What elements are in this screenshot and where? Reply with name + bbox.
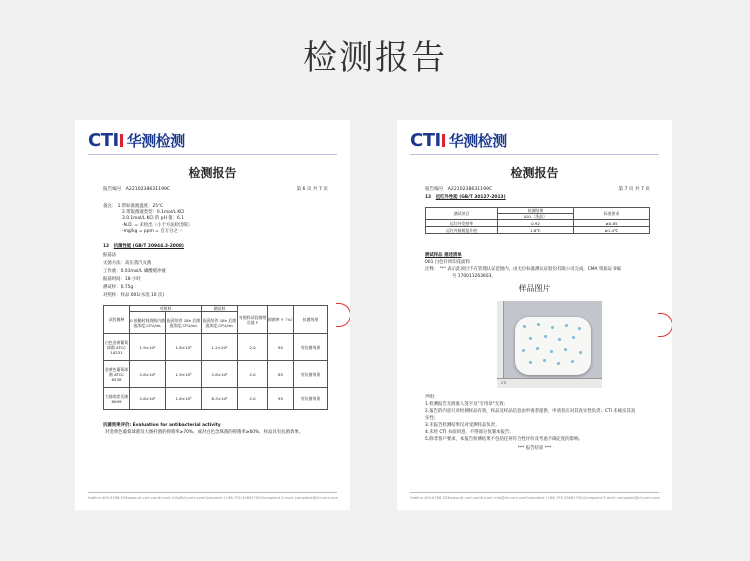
section-heading: 13 远红外性能 (GB/T 30127-2013) xyxy=(425,195,506,200)
table-header: 振荡培养 18h 后菌液浓度,CFU/mL xyxy=(166,312,202,334)
statement-line: 5.除非客户要求，本报告检测结果不包括任何符合性评价及考虑不确定度的影响。 xyxy=(425,437,583,442)
footer-divider xyxy=(88,492,337,493)
page-heading: 检测报告 xyxy=(303,38,447,78)
ruler-horizontal: CTI xyxy=(497,378,602,388)
footer-divider xyxy=(410,492,659,493)
report-footer: Hotline 400-6788-333 www.cti-cert.com E-mail: info@cti-cert.com Complaint (+86-755-33681700) Complaint E-mail: complaint@cti-cert.com xyxy=(410,496,660,500)
report-footer: Hotline 400-6788-333 www.cti-cert.com E-mail: info@cti-cert.com Complaint (+86-755-33681700) Complaint E-mail: complaint@cti-cert.com xyxy=(88,496,338,500)
remark-line: -mg/kg = ppm = 百万分之一 xyxy=(122,229,183,234)
report-title: 检测报告 xyxy=(188,166,237,180)
method-line: 振荡法 xyxy=(103,253,117,258)
report-title: 检测报告 xyxy=(510,166,559,180)
evaluation-text: 对金黄色葡萄球菌及大肠杆菌的抑菌率≥70%，或对白色念珠菌的抑菌率≥60%，样品具有抗菌效果。 xyxy=(105,430,304,435)
sample-pillow xyxy=(515,317,591,375)
photo-caption: 样品图片 xyxy=(518,284,551,293)
statement-line: 4.未经 CTI 书面同意，不得部分复制本报告； xyxy=(425,430,514,435)
sample-list-title: 测试样品 描述清单 xyxy=(425,253,462,258)
cti-logo: CTI 华测检测 xyxy=(88,130,185,151)
statement-line: 3.未报告检测结果仅对受测样品负责； xyxy=(425,423,500,428)
table-row: 远红外辐射温升值 1.8℃ ≥1.4℃ xyxy=(426,227,650,234)
table-header: 标准要求 xyxy=(574,208,650,220)
remark-line: 备注： 1.带标准液温度：25℃ xyxy=(103,204,164,209)
table-header: 0 接触时间烧瓶内菌液浓度,CFU/mL xyxy=(130,312,166,334)
antibacterial-table xyxy=(103,305,328,410)
remark-line: 3.0.1mol/L KCl 的 pH 值：6.1 xyxy=(122,216,185,221)
sample-photo xyxy=(497,301,602,388)
evaluation-title: 抗菌效果评价: Evaluation for antibacterial activity xyxy=(103,423,221,428)
table-header: 对照样试验菌增长值 F xyxy=(238,306,268,334)
table-header: 抑菌率 Y（%） xyxy=(268,306,294,334)
table-row: 白色金黄葡萄球菌 ATCC 10231 1.9×10⁴ 1.8×10⁶ 1.2×10⁴ 2.0 95 有抗菌效果 xyxy=(104,334,328,361)
page-info: 第 7 页 共 7 页 xyxy=(618,187,650,192)
header-divider xyxy=(410,154,659,155)
report-meta xyxy=(103,186,328,192)
report-page-right xyxy=(397,120,672,510)
statement-title: 声明： xyxy=(425,395,439,400)
remark-line: 2.带取菌液类型：0.1mol/L KCl xyxy=(122,210,185,215)
report-no: A2210238631199C xyxy=(447,187,493,192)
remark-line: -N.D. = 未检出（小于方法检出限） xyxy=(122,223,193,228)
note-line: 号 170011263603。 xyxy=(452,274,496,279)
report-end: *** 报告结束 *** xyxy=(517,446,552,451)
method-line: 对照样：样品 001(水洗 10 次) xyxy=(103,293,165,298)
statement-line: 1.检测报告无批准人签字及"专用章"无效； xyxy=(425,402,508,407)
report-meta xyxy=(425,186,650,192)
sample-line: 001 白色针织印花面料 xyxy=(425,260,470,265)
report-no-label: 报告编号 xyxy=(103,187,122,192)
statement-line: 实性； xyxy=(425,416,439,421)
method-line: 测试样：0.75g xyxy=(103,285,134,290)
table-header: 检测结果 xyxy=(498,208,574,214)
method-line: 工作液：0.03mol/L 磷酸缓冲液 xyxy=(103,269,166,274)
cti-logo: CTI 华测检测 xyxy=(410,130,507,151)
method-line: 灭菌方法：高压蒸汽灭菌 xyxy=(103,261,152,266)
table-group-header: 对照样 xyxy=(130,306,202,312)
seal-stamp-icon xyxy=(336,303,350,327)
table-header: 抗菌效果 xyxy=(294,306,328,334)
far-infrared-table xyxy=(425,207,650,234)
table-group-header: 测试样 xyxy=(202,306,238,312)
table-row: 金黄色葡萄球菌 ATCC 6538 2.8×10⁴ 1.9×10⁶ 2.8×10⁴ 2.0 85 有抗菌效果 xyxy=(104,361,328,388)
section-heading: 12 抗菌性能 (GB/T 20944.3-2008) xyxy=(103,244,184,249)
header-divider xyxy=(88,154,337,155)
method-line: 振荡时间：18 小时 xyxy=(103,277,141,282)
report-page-left xyxy=(75,120,350,510)
statement-line: 2.报告的内容只对检测样品有效，样品及样品信息由申请者提供，申请者应对其真实性负责；CTI 未核实其真 xyxy=(425,409,636,414)
report-no-label: 报告编号 xyxy=(425,187,444,192)
ruler-vertical xyxy=(497,301,504,379)
table-row: 大肠埃希氏菌 8099 2.6×10⁴ 1.6×10⁶ 8.3×10⁴ 2.0 95 有抗菌效果 xyxy=(104,388,328,410)
table-row: 远红外发射率 0.92 ≥0.85 xyxy=(426,220,650,227)
page-info: 第 6 页 共 7 页 xyxy=(296,187,328,192)
report-no: A2210238631199C xyxy=(125,187,171,192)
table-header: 试验菌种 xyxy=(104,306,130,334)
table-header: 振荡培养 18h 后菌液浓度,CFU/mL xyxy=(202,312,238,334)
seal-stamp-icon xyxy=(658,313,672,337)
note-line: 注释： "*" 表示此项目不在管理认证范围内，由无位标准测认证股份有限公司完成，CMA 资质证书编 xyxy=(425,267,621,272)
table-subheader: 001（洗前） xyxy=(498,214,574,220)
table-header: 测试项目 xyxy=(426,208,498,220)
